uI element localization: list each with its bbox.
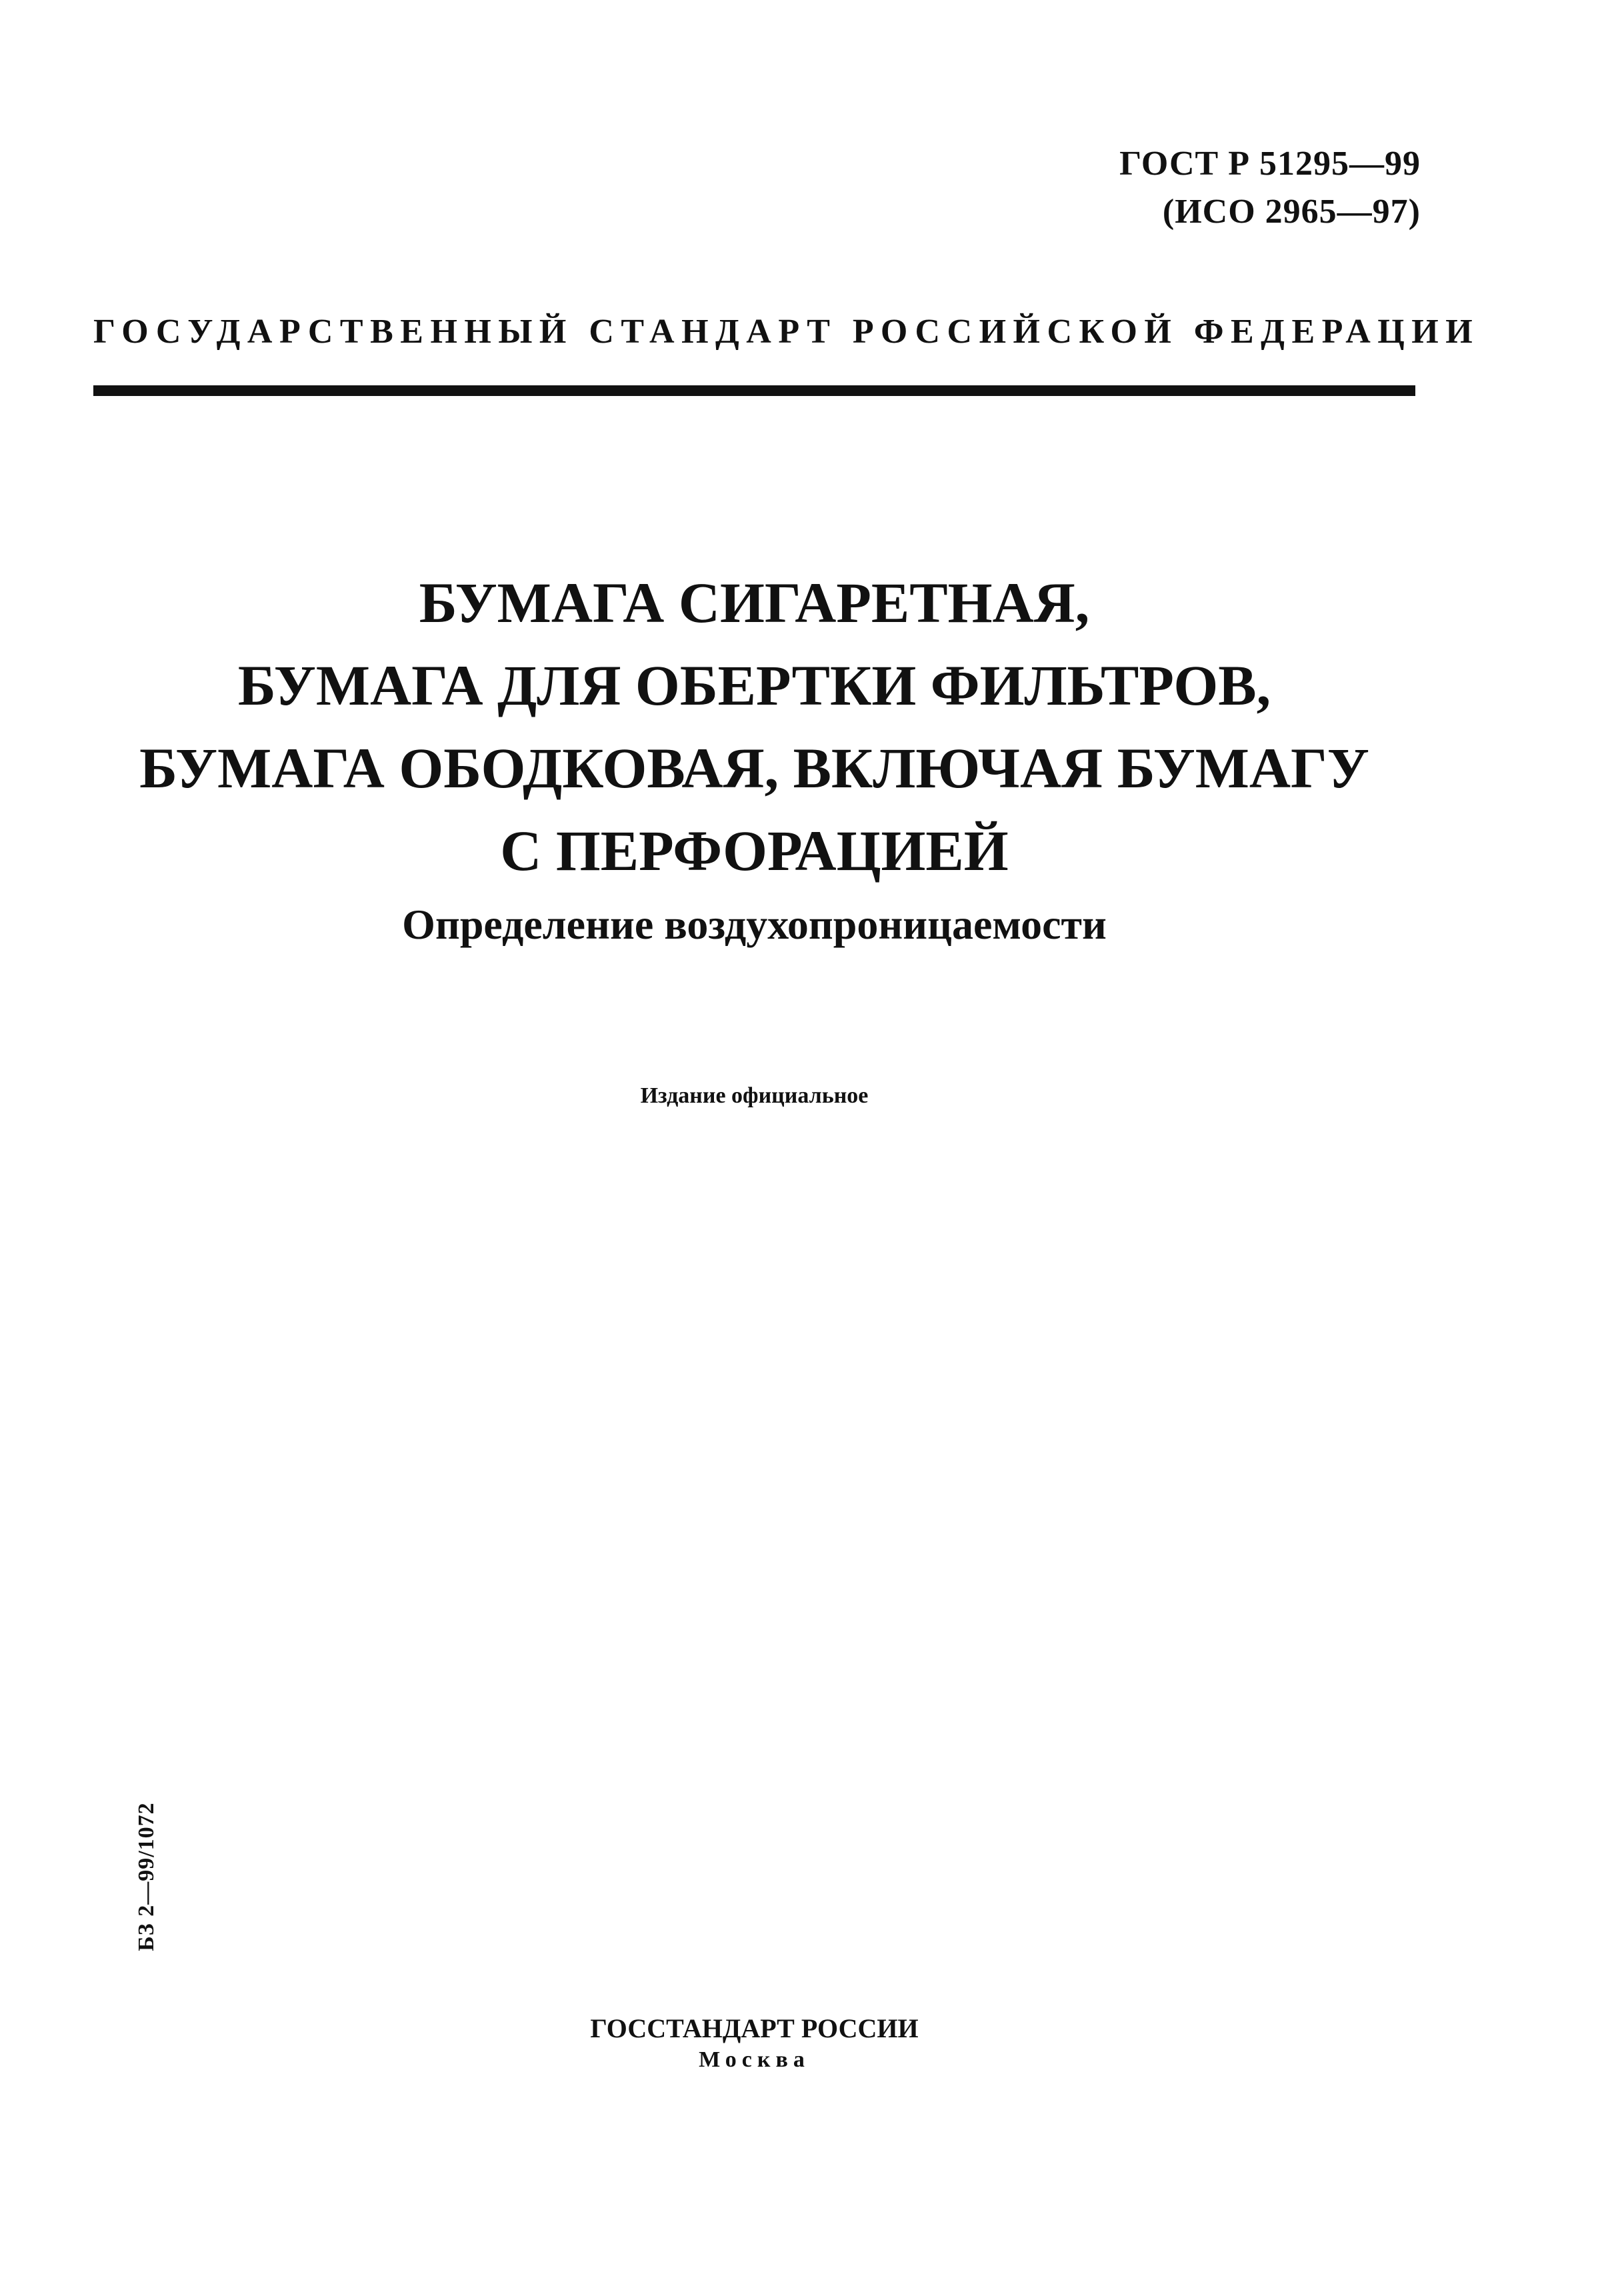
- title-line: БУМАГА ДЛЯ ОБЕРТКИ ФИЛЬТРОВ,: [237, 653, 1271, 717]
- publisher-block: [93, 2012, 1415, 2075]
- edition-note: Издание официальное: [640, 1083, 869, 1108]
- state-standard-heading: ГОСУДАРСТВЕННЫЙ СТАНДАРТ РОССИЙСКОЙ ФЕДЕРАЦИИ: [93, 313, 1480, 351]
- iso-reference: (ИСО 2965—97): [1162, 193, 1421, 231]
- gost-number: ГОСТ Р 51295—99: [1119, 145, 1421, 183]
- title-line: БУМАГА СИГАРЕТНАЯ,: [419, 571, 1090, 635]
- horizontal-rule: [93, 385, 1415, 396]
- document-title: [93, 561, 1415, 892]
- document-subtitle: Определение воздухопроницаемости: [402, 901, 1107, 948]
- side-code: БЗ 2—99/1072: [134, 1802, 159, 1951]
- title-line: С ПЕРФОРАЦИЕЙ: [500, 819, 1009, 883]
- title-line: БУМАГА ОБОДКОВАЯ, ВКЛЮЧАЯ БУМАГУ: [139, 736, 1369, 800]
- publisher-organization: ГОССТАНДАРТ РОССИИ: [590, 2013, 919, 2043]
- standard-designation: [1119, 140, 1421, 236]
- publisher-city: Москва: [699, 2047, 810, 2072]
